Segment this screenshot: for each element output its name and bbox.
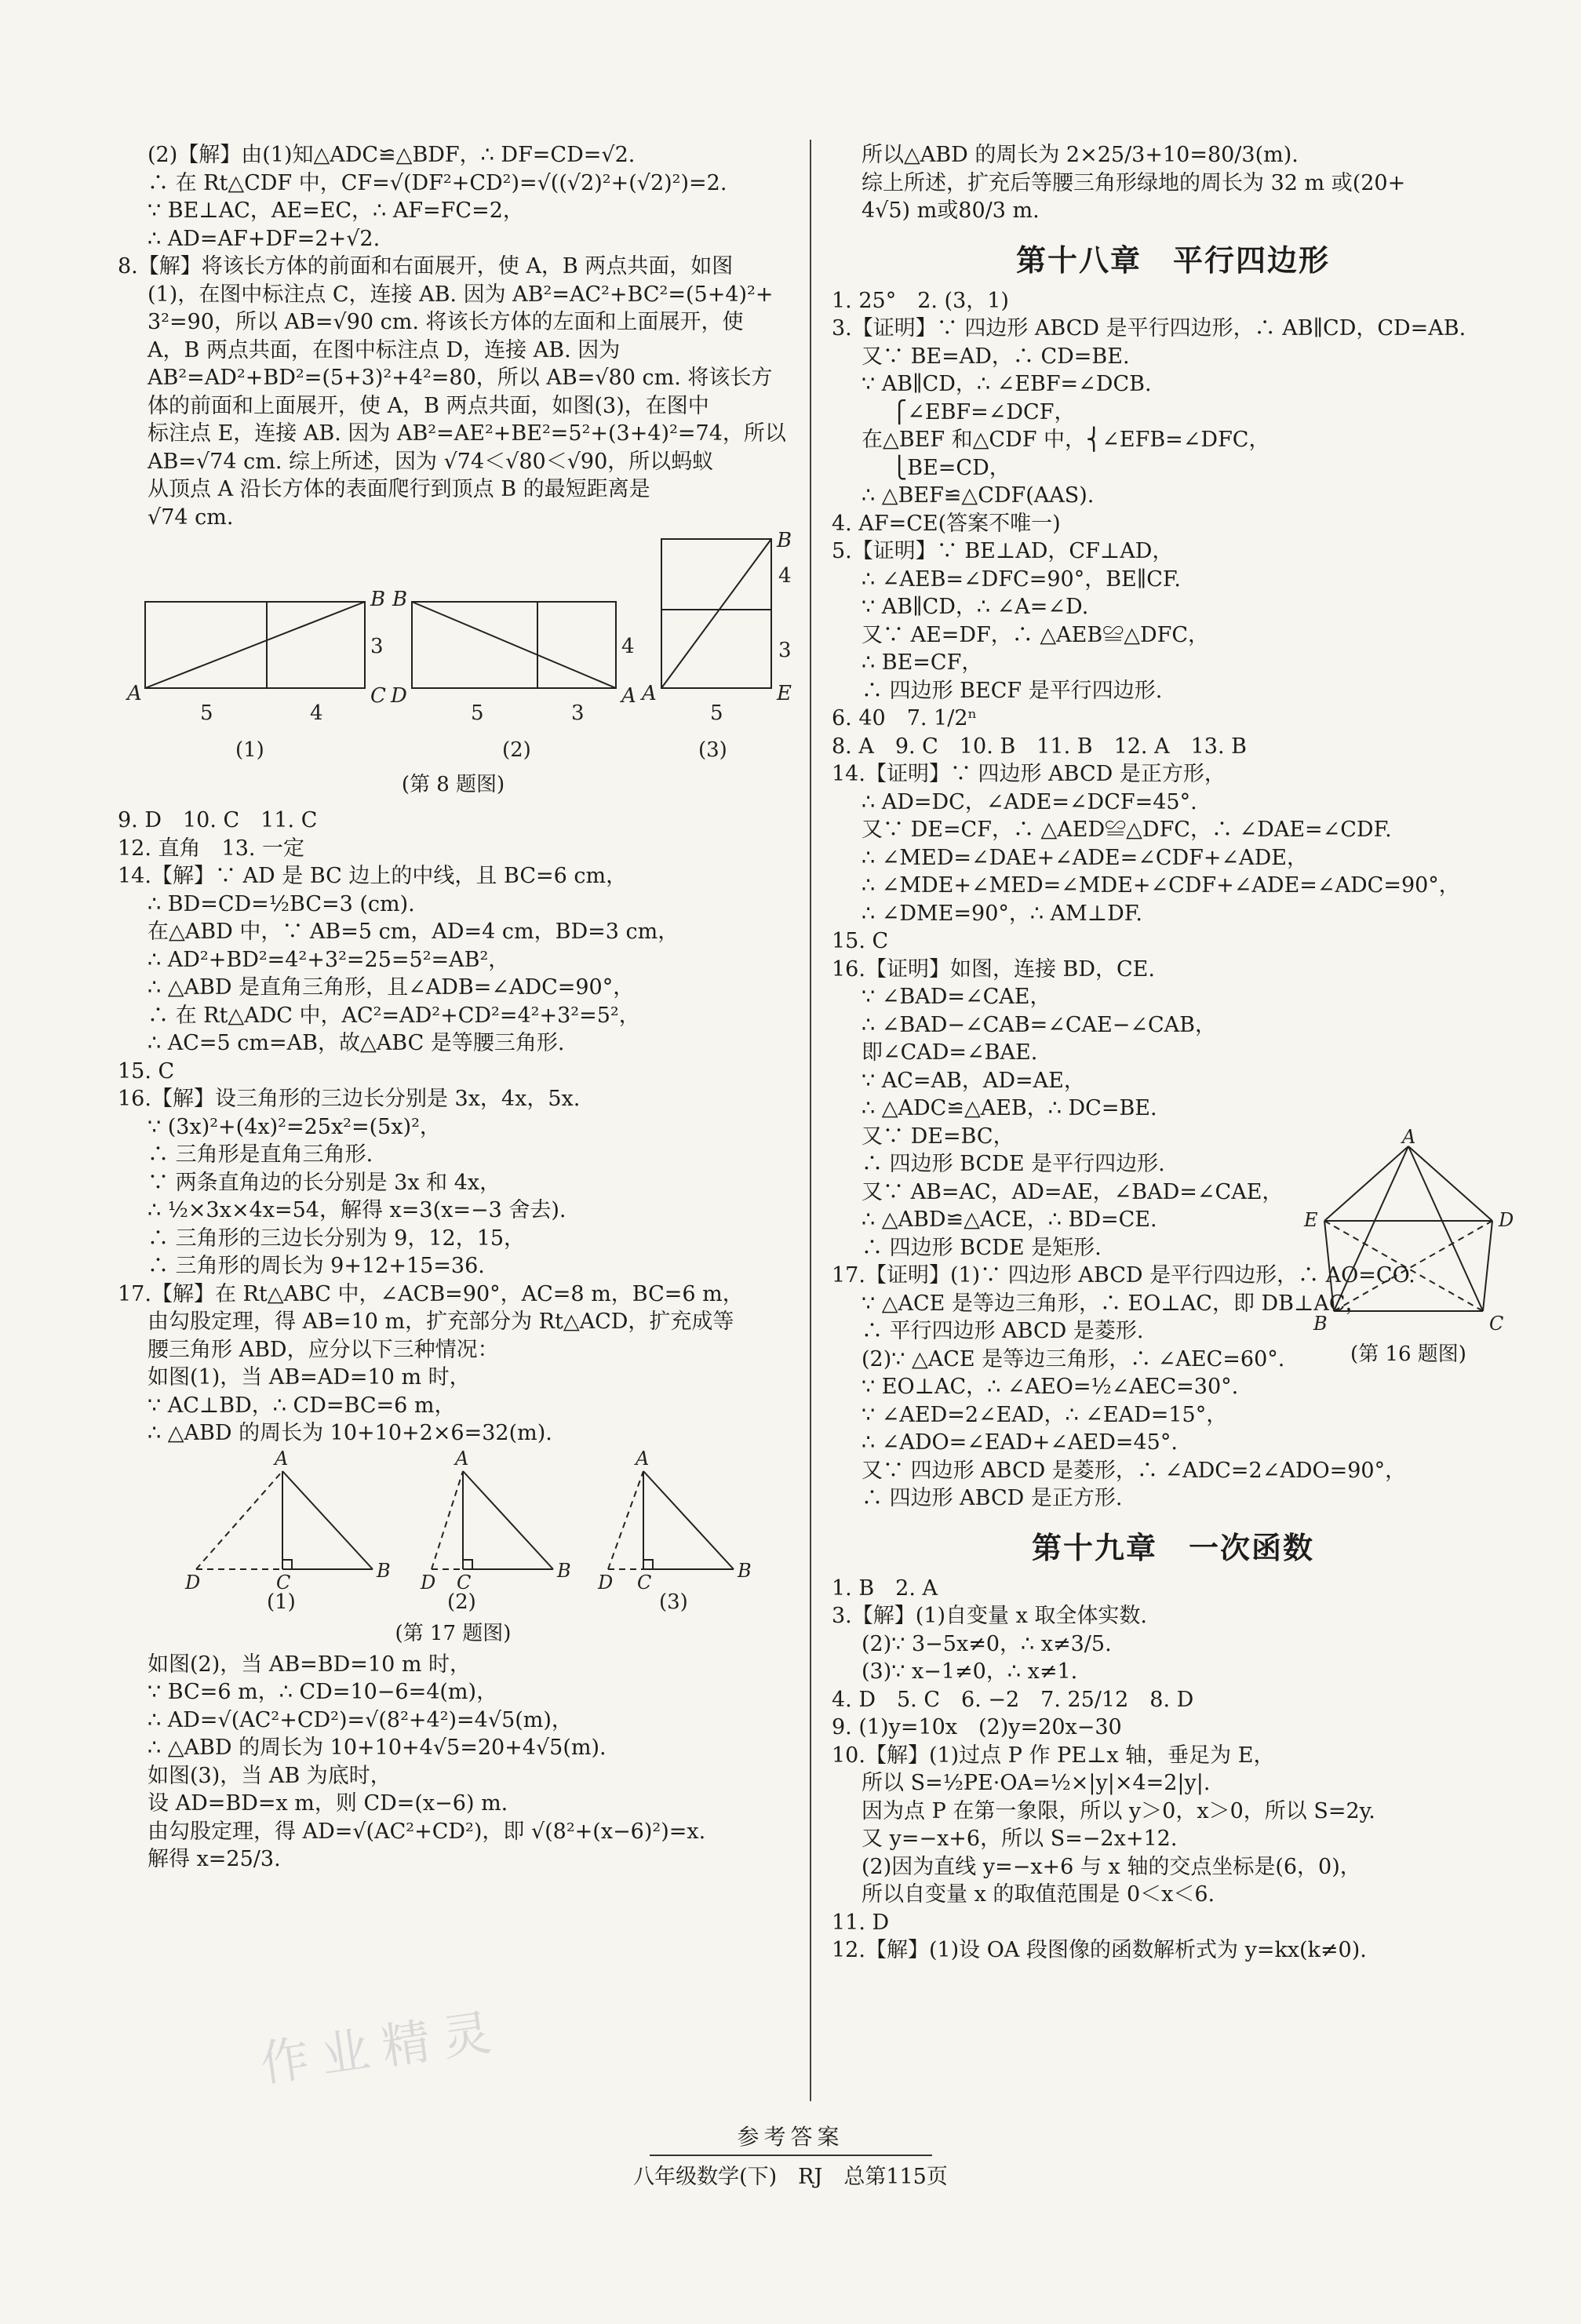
fig8-1-label-C: C <box>370 684 386 708</box>
answer-line: 所以△ABD 的周长为 2×25/3+10=80/3(m). <box>862 143 1299 167</box>
answer-line: 4√5) m或80/3 m. <box>862 199 1040 223</box>
answer-line: 17.【解】在 Rt△ABC 中，∠ACB=90°，AC=8 m，BC=6 m， <box>118 1281 744 1306</box>
answer-line: ⎩BE=CD， <box>891 455 1011 480</box>
answer-line: 10.【解】(1)过点 P 作 PE⊥x 轴，垂足为 E， <box>832 1743 1275 1768</box>
answer-line: ∴ ∠MED=∠DAE+∠ADE=∠CDF+∠ADE， <box>862 845 1308 870</box>
fig17-1-D: D <box>185 1571 201 1594</box>
answer-line: ∵ 两条直角边的长分别是 3x 和 4x， <box>148 1170 501 1195</box>
answer-line: ∴ ∠BAD−∠CAB=∠CAE−∠CAB， <box>862 1012 1216 1037</box>
answer-line: ∵ BC=6 m，∴ CD=10−6=4(m)， <box>148 1680 498 1704</box>
figure-8-caption: (第 8 题图) <box>401 773 505 796</box>
answer-line: 又∵ 四边形 ABCD 是菱形，∴ ∠ADC=2∠ADO=90°， <box>862 1458 1407 1483</box>
answer-line: (2)【解】由(1)知△ADC≌△BDF，∴ DF=CD=√2. <box>148 143 636 167</box>
answer-line: 3²=90，所以 AB=√90 cm. 将该长方体的左面和上面展开，使 <box>148 310 744 334</box>
fig17-1-A: A <box>275 1447 289 1470</box>
answer-line: 8.【解】将该长方体的前面和右面展开，使 A，B 两点共面，如图 <box>118 254 734 279</box>
fig17-2-C: C <box>457 1571 472 1594</box>
figure-8-drawing <box>118 529 792 767</box>
fig17-1-B: B <box>377 1559 391 1582</box>
answer-line: ∴ △ABD 是直角三角形，且∠ADB=∠ADC=90°， <box>148 975 635 1000</box>
answer-line: ∴ △ABD 的周长为 10+10+2×6=32(m). <box>148 1421 552 1445</box>
answer-line: 因为点 P 在第一象限，所以 y＞0，x＞0，所以 S=2y. <box>862 1798 1375 1823</box>
answer-line: 15. C <box>832 929 889 953</box>
answer-line: ∴ AD=DC，∠ADE=∠DCF=45°. <box>862 789 1197 814</box>
answer-line: 16.【证明】如图，连接 BD，CE. <box>832 956 1155 982</box>
fig16-E: E <box>1304 1208 1318 1231</box>
answer-line: 12.【解】(1)设 OA 段图像的函数解析式为 y=kx(k≠0). <box>832 1938 1367 1962</box>
chapter-18-heading: 第十八章 平行四边形 <box>1015 242 1330 278</box>
answer-line: ∴ BD=CD=½BC=3 (cm). <box>148 891 415 916</box>
fig17-sub-3: (3) <box>659 1590 688 1614</box>
answer-line: 设 AD=BD=x m，则 CD=(x−6) m. <box>148 1791 508 1816</box>
answer-line: 如图(3)，当 AB 为底时， <box>148 1763 392 1788</box>
answers-block-ch17-end <box>832 141 1514 225</box>
fig17-3-D: D <box>598 1571 614 1594</box>
answer-line: 又∵ BE=AD，∴ CD=BE. <box>862 344 1130 369</box>
fig8-sub-2: (2) <box>502 738 531 762</box>
answer-line: (3)∵ x−1≠0，∴ x≠1. <box>862 1659 1078 1684</box>
answer-line: √74 cm. <box>148 505 234 530</box>
answers-block-ch17-mid <box>118 807 789 1448</box>
answer-line: 标注点 E，连接 AB. 因为 AB²=AE²+BE²=5²+(3+4)²=74，所以 <box>148 421 786 446</box>
page-footer <box>0 2120 1581 2190</box>
answer-line: ∴ BE=CF， <box>862 650 983 675</box>
chapter-19-heading: 第十九章 一次函数 <box>1031 1530 1314 1565</box>
fig8-3-label-B: B <box>777 529 792 552</box>
answer-line: ∵ △ACE 是等边三角形，∴ EO⊥AC，即 DB⊥AC， <box>862 1291 1367 1316</box>
answer-line: 又∵ AB=AC，AD=AE，∠BAD=∠CAE， <box>862 1179 1284 1204</box>
fig17-sub-2: (2) <box>447 1590 476 1614</box>
answer-line: ∴ 三角形的三边长分别为 9，12，15， <box>148 1226 526 1251</box>
fig17-1-C: C <box>276 1571 291 1594</box>
answer-line: (2)∵ 3−5x≠0，∴ x≠3/5. <box>862 1631 1112 1656</box>
answer-line: ⎧∠EBF=∠DCF， <box>891 399 1076 424</box>
answer-line: ∵ AB∥CD，∴ ∠A=∠D. <box>862 595 1089 619</box>
answer-line: ∴ ∠DME=90°，∴ AM⊥DF. <box>862 901 1142 926</box>
right-column <box>832 141 1514 1965</box>
answer-line: 体的前面和上面展开，使 A，B 两点共面，如图(3)，在图中 <box>148 393 709 418</box>
answer-line: ∵ ∠BAD=∠CAE， <box>862 985 1051 1009</box>
fig16-B: B <box>1313 1312 1328 1335</box>
answer-line: 即∠CAD=∠BAE. <box>862 1040 1038 1065</box>
answer-line: ∴ AC=5 cm=AB，故△ABC 是等腰三角形. <box>148 1031 565 1055</box>
answer-line: 又 y=−x+6，所以 S=−2x+12. <box>862 1827 1178 1851</box>
answer-line: 17.【证明】(1)∵ 四边形 ABCD 是平行四边形，∴ AO=CO. <box>832 1263 1415 1288</box>
answer-line: 如图(1)，当 AB=AD=10 m 时， <box>148 1365 471 1390</box>
fig8-3-len-4: 4 <box>778 564 792 588</box>
answer-line: 14.【证明】∵ 四边形 ABCD 是正方形， <box>832 762 1226 786</box>
answer-line: 又∵ AE=DF，∴ △AEB≌△DFC， <box>862 622 1209 647</box>
answer-line: A，B 两点共面，在图中标注点 D，连接 AB. 因为 <box>148 337 621 362</box>
answer-line: ∴ AD²+BD²=4²+3²=25=5²=AB²， <box>148 947 510 972</box>
answer-line: 从顶点 A 沿长方体的表面爬行到顶点 B 的最短距离是 <box>148 477 650 501</box>
answer-line: AB=√74 cm. 综上所述，因为 √74＜√80＜√90，所以蚂蚁 <box>148 449 714 474</box>
answer-line: 所以自变量 x 的取值范围是 0＜x＜6. <box>862 1882 1215 1907</box>
answer-line: (2)因为直线 y=−x+6 与 x 轴的交点坐标是(6，0)， <box>862 1854 1361 1879</box>
answer-line: 14.【解】∵ AD 是 BC 边上的中线，且 BC=6 cm， <box>118 864 628 888</box>
fig17-3-B: B <box>738 1559 752 1582</box>
answer-line: 11. D <box>832 1910 890 1935</box>
answers-block-ch17-bottom <box>118 1651 789 1874</box>
answer-line: 解得 x=25/3. <box>148 1847 281 1871</box>
answer-line: 又∵ DE=BC， <box>862 1124 1015 1149</box>
fig17-2-B: B <box>557 1559 571 1582</box>
answer-line: 6. 40 7. 1/2ⁿ <box>832 706 978 730</box>
answer-line: (1)，在图中标注点 C，连接 AB. 因为 AB²=AC²+BC²=(5+4)²+ <box>148 282 774 307</box>
answer-line: 12. 直角 13. 一定 <box>118 836 305 861</box>
answer-line: ∴ △BEF≌△CDF(AAS). <box>862 483 1095 508</box>
fig8-3-len-3: 3 <box>778 639 792 662</box>
fig8-1-len-3: 3 <box>370 635 384 658</box>
fig16-A: A <box>1402 1125 1416 1148</box>
answer-line: ∴ 平行四边形 ABCD 是菱形. <box>862 1319 1144 1343</box>
fig17-sub-1: (1) <box>267 1590 296 1614</box>
fig8-sub-1: (1) <box>235 738 264 762</box>
answer-line: 由勾股定理，得 AB=10 m，扩充部分为 Rt△ACD，扩充成等 <box>148 1310 734 1334</box>
figure-16 <box>1302 1125 1514 1366</box>
answer-line: ∵ ∠AED=2∠EAD，∴ ∠EAD=15°， <box>862 1402 1228 1427</box>
fig8-3-len-5: 5 <box>710 701 723 725</box>
left-column <box>118 141 792 1874</box>
answer-line: 8. A 9. C 10. B 11. B 12. A 13. B <box>832 734 1247 759</box>
answer-line: 又∵ DE=CF，∴ △AED≌△DFC，∴ ∠DAE=∠CDF. <box>862 818 1392 842</box>
answer-line: ∵ BE⊥AC，AE=EC，∴ AF=FC=2， <box>148 199 524 223</box>
answer-line: ∴ △ABD≌△ACE，∴ BD=CE. <box>862 1208 1157 1232</box>
answer-line: 在△ABD 中，∵ AB=5 cm，AD=4 cm，BD=3 cm， <box>148 920 679 944</box>
answer-line: 在△BEF 和△CDF 中，⎨∠EFB=∠DFC， <box>862 428 1270 452</box>
answer-line: 3.【解】(1)自变量 x 取全体实数. <box>832 1604 1147 1628</box>
figure-16-drawing <box>1302 1125 1514 1335</box>
fig8-sub-3: (3) <box>698 738 727 762</box>
answer-line: 4. D 5. C 6. −2 7. 25/12 8. D <box>832 1687 1194 1712</box>
fig8-2-label-A: A <box>621 684 636 708</box>
answer-line: ∴ △ADC≌△AEB，∴ DC=BE. <box>862 1096 1157 1120</box>
answer-line: ∴ 四边形 BCDE 是矩形. <box>862 1235 1102 1260</box>
answer-line: 由勾股定理，得 AD=√(AC²+CD²)，即 √(8²+(x−6)²)=x. <box>148 1819 706 1844</box>
answer-line: 所以 S=½PE·OA=½×|y|×4=2|y|. <box>862 1771 1211 1795</box>
footer-title: 参考答案 <box>737 2124 844 2150</box>
fig8-3-label-A: A <box>642 682 657 705</box>
fig17-2-A: A <box>455 1447 469 1470</box>
fig8-3-label-E: E <box>777 682 792 705</box>
answer-line: ∴ 四边形 BECF 是平行四边形. <box>862 678 1163 703</box>
fig8-1-label-A: A <box>127 682 142 705</box>
answer-line: ∴ ∠MDE+∠MED=∠MDE+∠CDF+∠ADE=∠ADC=90°， <box>862 873 1460 898</box>
fig17-3-A: A <box>636 1447 650 1470</box>
figure-17-caption: (第 17 题图) <box>395 1621 512 1645</box>
answer-line: ∴ AD=√(AC²+CD²)=√(8²+4²)=4√5(m)， <box>148 1707 573 1732</box>
answer-line: ∴ ½×3x×4x=54，解得 x=3(x=−3 舍去). <box>148 1198 566 1222</box>
answer-line: 9. D 10. C 11. C <box>118 808 318 832</box>
answer-line: 9. (1)y=10x (2)y=20x−30 <box>832 1715 1122 1739</box>
fig8-2-len-3: 3 <box>571 701 585 725</box>
answer-line: ∴ 三角形的周长为 9+12+15=36. <box>148 1254 485 1278</box>
answer-line: ∵ (3x)²+(4x)²=25x²=(5x)²， <box>148 1114 441 1139</box>
fig8-2-label-B: B <box>392 588 408 611</box>
answer-line: ∴ ∠AEB=∠DFC=90°，BE∥CF. <box>862 566 1181 592</box>
answer-line: 腰三角形 ABD，应分以下三种情况： <box>148 1337 499 1362</box>
answer-line: 15. C <box>118 1058 175 1084</box>
answer-line: AB²=AD²+BD²=(5+3)²+4²=80，所以 AB=√80 cm. 将该长方 <box>148 366 773 390</box>
answer-line: ∴ 在 Rt△CDF 中，CF=√(DF²+CD²)=√((√2)²+(√2)²)=2. <box>148 170 727 195</box>
answer-line: 1. 25° 2. (3，1) <box>832 288 1009 313</box>
answer-line: 1. B 2. A <box>832 1575 938 1601</box>
fig8-1-label-B: B <box>370 588 386 611</box>
answer-line: ∵ AB∥CD，∴ ∠EBF=∠DCB. <box>862 372 1152 396</box>
answer-line: ∴ AD=AF+DF=2+√2. <box>148 226 381 251</box>
fig16-C: C <box>1489 1312 1504 1335</box>
answer-line: ∴ △ABD 的周长为 10+10+4√5=20+4√5(m). <box>148 1736 607 1760</box>
fig8-2-label-D: D <box>391 684 407 708</box>
figure-16-caption: (第 16 题图) <box>1350 1342 1466 1366</box>
figure-17 <box>118 1448 789 1612</box>
fig16-D: D <box>1499 1208 1514 1231</box>
answer-line: ∴ 三角形是直角三角形. <box>148 1142 373 1167</box>
figure-17-drawing <box>118 1448 789 1612</box>
answer-line: 如图(2)，当 AB=BD=10 m 时， <box>148 1652 472 1677</box>
answer-line: ∴ 四边形 ABCD 是正方形. <box>862 1486 1123 1510</box>
answer-line: 5.【证明】∵ BE⊥AD，CF⊥AD， <box>832 539 1174 563</box>
fig17-3-C: C <box>637 1571 652 1594</box>
answer-line: ∴ ∠ADO=∠EAD+∠AED=45°. <box>862 1430 1178 1455</box>
fig8-2-len-5: 5 <box>471 701 484 725</box>
column-divider <box>810 140 811 2101</box>
answers-block-ch19 <box>832 1575 1514 1965</box>
fig8-2-len-4: 4 <box>621 635 635 658</box>
answer-line: ∴ 四边形 BCDE 是平行四边形. <box>862 1152 1165 1176</box>
answer-line: 3.【证明】∵ 四边形 ABCD 是平行四边形，∴ AB∥CD，CD=AB. <box>832 316 1466 341</box>
answer-line: ∵ AC⊥BD，∴ CD=BC=6 m， <box>148 1393 456 1418</box>
watermark: 作业精灵 <box>257 2002 508 2093</box>
fig8-1-len-4: 4 <box>310 701 323 725</box>
answer-line: 16.【解】设三角形的三边长分别是 3x，4x，5x. <box>118 1087 581 1111</box>
answer-line: ∴ 在 Rt△ADC 中，AC²=AD²+CD²=4²+3²=5²， <box>148 1003 640 1028</box>
footer-rule <box>650 2155 932 2156</box>
answer-line: ∵ AC=AB，AD=AE， <box>862 1068 1085 1093</box>
answer-line: 4. AF=CE(答案不唯一) <box>832 511 1061 536</box>
answer-line: ∵ EO⊥AC，∴ ∠AEO=½∠AEC=30°. <box>862 1375 1239 1399</box>
fig8-1-len-5: 5 <box>200 701 213 725</box>
fig17-2-D: D <box>421 1571 436 1594</box>
answer-line: (2)∵ △ACE 是等边三角形，∴ ∠AEC=60°. <box>862 1346 1285 1371</box>
footer-info: 八年级数学(下) RJ 总第115页 <box>633 2165 948 2189</box>
figure-8 <box>118 529 792 767</box>
answers-block-ch17-top <box>118 141 789 531</box>
answer-line: 综上所述，扩充后等腰三角形绿地的周长为 32 m 或(20+ <box>862 170 1406 195</box>
